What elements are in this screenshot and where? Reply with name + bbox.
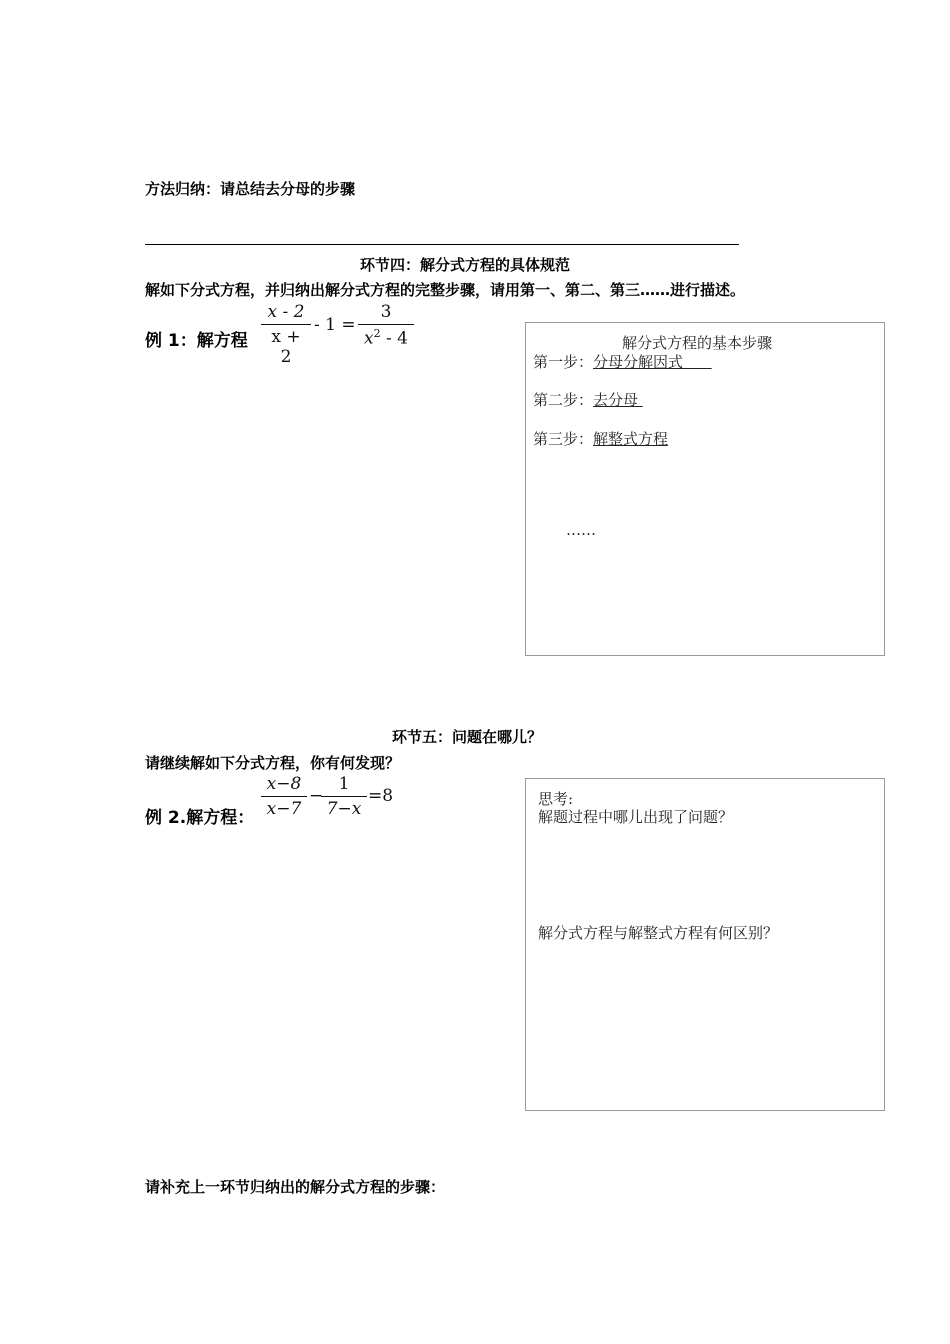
eq1-minus-one: - 1 = xyxy=(314,315,356,335)
eq1-rhs-den-exp: 2 xyxy=(373,327,381,340)
eq2-f1-bar xyxy=(261,796,307,797)
eq2-f2-denominator: 7−x xyxy=(326,799,362,819)
step2-underline-pad xyxy=(638,391,643,409)
eq1-rhs-denominator xyxy=(358,327,414,349)
eq2-f1-numerator: x−8 xyxy=(266,774,302,794)
step2-label: 第二步： xyxy=(533,391,594,409)
eq2-f2-bar xyxy=(321,796,367,797)
step1-label: 第一步： xyxy=(533,353,594,371)
method-summary-heading: 方法归纳：请总结去分母的步骤 xyxy=(145,180,356,198)
step3-text: 解整式方程 xyxy=(593,430,669,448)
step1 xyxy=(533,351,712,372)
steps-box xyxy=(525,322,885,656)
eq1-rhs-bar xyxy=(358,324,414,325)
eq1-rhs-den-rest: - 4 xyxy=(380,328,408,349)
think-heading: 思考: xyxy=(538,790,574,808)
eq1-lhs-numerator xyxy=(261,302,311,322)
final-prompt: 请补充上一环节归纳出的解分式方程的步骤： xyxy=(145,1178,446,1196)
think-question-1: 解题过程中哪儿出现了问题？ xyxy=(538,808,734,826)
step1-text: 分母分解因式 xyxy=(593,353,684,371)
eq1-lhs-bar xyxy=(261,324,311,325)
eq1-lhs-fraction xyxy=(261,302,311,367)
think-question-2: 解分式方程与解整式方程有何区别？ xyxy=(538,924,779,942)
eq2-f1-denominator: x−7 xyxy=(266,799,302,819)
steps-ellipsis: …… xyxy=(566,521,596,539)
eq2-minus: − xyxy=(309,786,324,806)
answer-line xyxy=(145,244,739,245)
section4-title: 环节四：解分式方程的具体规范 xyxy=(360,256,571,274)
think-box xyxy=(525,778,885,1111)
section5-instruction: 请继续解如下分式方程，你有何发现？ xyxy=(145,754,401,772)
eq2-f2-numerator: 1 xyxy=(338,774,350,794)
step3-label: 第三步： xyxy=(533,430,594,448)
step2 xyxy=(533,389,643,410)
eq1-rhs-numerator: 3 xyxy=(380,302,392,322)
eq2-fraction2 xyxy=(321,774,367,819)
example2-label: 例 2.解方程： xyxy=(145,808,255,828)
step2-text: 去分母 xyxy=(593,391,639,409)
eq2-equals: =8 xyxy=(368,786,394,806)
example1-label: 例 1：解方程 xyxy=(145,331,248,351)
step3 xyxy=(533,428,668,449)
section4-instruction: 解如下分式方程，并归纳出解分式方程的完整步骤，请用第一、第二、第三……进行描述。 xyxy=(145,281,746,299)
steps-box-title: 解分式方程的基本步骤 xyxy=(622,334,773,352)
section5-title: 环节五：问题在哪儿？ xyxy=(392,728,543,746)
step1-underline-pad xyxy=(683,353,712,371)
eq1-lhs-numerator-text: x - 2 xyxy=(267,302,305,322)
eq1-lhs-denominator: x + 2 xyxy=(271,327,301,367)
eq1-rhs-den-base: x xyxy=(364,328,374,349)
eq1-rhs-fraction xyxy=(358,302,414,349)
eq2-fraction1 xyxy=(261,774,307,819)
